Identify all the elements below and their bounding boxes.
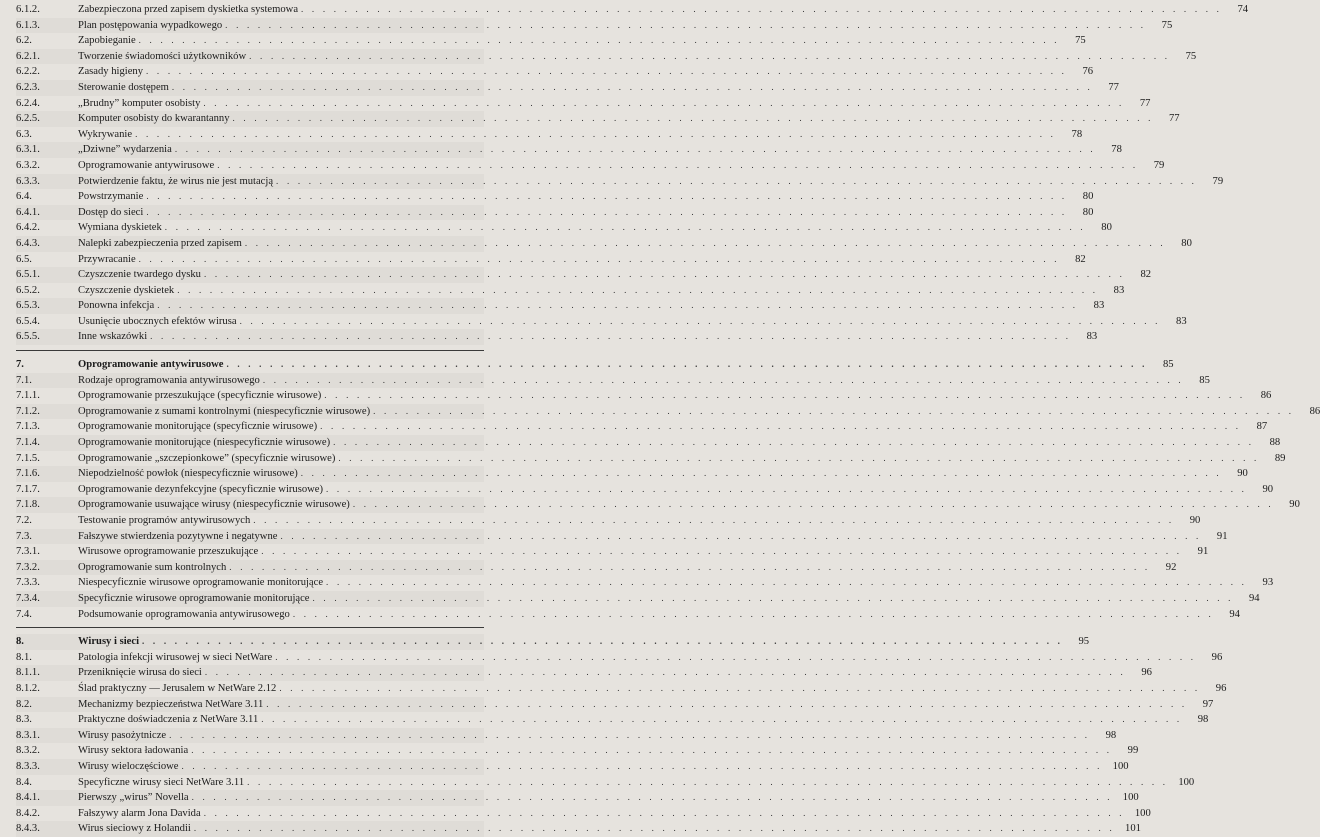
toc-entry-title: Czyszczenie twardego dysku [78,269,201,281]
toc-entry-number: 8.2. [16,698,32,710]
toc-entry-title: Zabezpieczona przed zapisem dyskietka systemowa [78,4,299,15]
toc-entry-title: Potwierdzenie faktu, że wirus nie jest mutacją [78,175,274,187]
toc-entry-title: Oprogramowanie sum kontrolnych [78,561,227,573]
dot-leader: . . . . . . . . . . . . . . . . . . . . . . . . . . . . . . . . . . . . . . . . . . . . . . . . . . . . . . . . . . . . . . . . . . . . . . . . . . . . . . . . . . . . . [261,546,1183,557]
toc-entry-page: 94 [1229,608,1240,620]
dot-leader: . . . . . . . . . . . . . . . . . . . . . . . . . . . . . . . . . . . . . . . . . . . . . . . . . . . . . . . . . . . . . . . . . . . . . . . . . . . . . . . . . . . . . [169,729,1091,740]
toc-entry-page: 98 [1197,714,1209,726]
toc-entry-number: 7.1.6. [16,468,40,480]
toc-entry-title: Wirusy pasożytnicze [78,729,167,741]
dot-leader: . . . . . . . . . . . . . . . . . . . . . . . . . . . . . . . . . . . . . . . . . . . . . . . . . . . . . . . . . . . . . . . . . . . . . . . . . . . . . . . . . . . . . [229,561,1151,572]
dot-leader: . . . . . . . . . . . . . . . . . . . . . . . . . . . . . . . . . . . . . . . . . . . . . . . . . . . . . . . . . . . . . . . . . . . . . . . . . . . . . . . . . . . . . [239,315,1161,326]
toc-entry-number: 8.4. [16,776,32,788]
toc-entry-row [16,806,1151,822]
toc-entry-title: Podsumowanie oprogramowania antywirusowego [78,608,290,620]
toc-entry-page: 92 [1165,561,1177,573]
dot-leader: . . . . . . . . . . . . . . . . . . . . . . . . . . . . . . . . . . . . . . . . . . . . . . . . . . . . . . . . . . . . . . . . . . . . . . . . . . . . . . . . . . . . . [181,760,1103,771]
toc-entry-row [16,33,1086,49]
chapter-divider [16,350,484,351]
toc-entry-row [16,205,1094,221]
chapter-divider [16,627,484,628]
toc-chapter-row [16,634,1090,650]
toc-entry-number: 6.3.2. [16,159,40,171]
toc-entry-number: 6.5.3. [16,300,40,312]
toc-entry-page: 75 [1185,50,1197,62]
toc-entry-page: 85 [1162,359,1174,371]
toc-entry-number: 6.5.1. [16,269,40,281]
dot-leader: . . . . . . . . . . . . . . . . . . . . . . . . . . . . . . . . . . . . . . . . . . . . . . . . . . . . . . . . . . . . . . . . . . . . . . . . . . . . . . . . . . . . . [276,175,1198,186]
toc-entry-page: 100 [1112,760,1129,772]
dot-leader: . . . . . . . . . . . . . . . . . . . . . . . . . . . . . . . . . . . . . . . . . . . . . . . . . . . . . . . . . . . . . . . . . . . . . . . . . . . . . . . . . . . . . [301,4,1223,14]
toc-entry-title: Wirus sieciowy z Holandii [78,823,191,835]
toc-entry-page: 100 [1178,776,1195,788]
dot-leader: . . . . . . . . . . . . . . . . . . . . . . . . . . . . . . . . . . . . . . . . . . . . . . . . . . . . . . . . . . . . . . . . . . . . . . . . . . . . . . . . . . . . . [262,374,1184,385]
toc-entry-row [16,158,1165,174]
dot-leader: . . . . . . . . . . . . . . . . . . . . . . . . . . . . . . . . . . . . . . . . . . . . . . . . . . . . . . . . . . . . . . . . . . . . . . . . . . . . . . . . . . . . . [279,682,1201,693]
toc-entry-row [16,743,1139,759]
dot-leader: . . . . . . . . . . . . . . . . . . . . . . . . . . . . . . . . . . . . . . . . . . . . . . . . . . . . . . . . . . . . . . . . . . . . . . . . . . . . . . . . . . . . . [217,159,1139,170]
toc-entry-page: 99 [1127,745,1139,757]
toc-entry-number: 8.1. [16,651,32,663]
toc-entry-page: 83 [1086,331,1098,343]
toc-entry-row [16,544,1209,560]
toc-entry-number: 6.2.3. [16,81,40,93]
table-of-contents [16,2,1320,837]
dot-leader: . . . . . . . . . . . . . . . . . . . . . . . . . . . . . . . . . . . . . . . . . . . . . . . . . . . . . . . . . . . . . . . . . . . . . . . . . . . . . . . . . . . . . [247,776,1169,787]
toc-entry-title: Oprogramowanie monitorujące (niespecyficznie wirusowe) [78,437,331,449]
toc-entry-row [16,236,1192,252]
toc-entry-number: 6.2.2. [16,66,40,78]
toc-entry-title: „Dziwne” wydarzenia [78,144,172,156]
toc-entry-title: Powstrzymanie [78,191,144,203]
toc-entry-row [16,174,1224,190]
toc-entry-number: 6.1.2. [16,4,40,15]
toc-entry-row [16,142,1122,158]
toc-entry-title: Ponowna infekcja [78,300,155,312]
toc-entry-row [16,513,1201,529]
dot-leader: . . . . . . . . . . . . . . . . . . . . . . . . . . . . . . . . . . . . . . . . . . . . . . . . . . . . . . . . . . . . . . . . . . . . . . . . . . . . . . . . . . . . . [146,206,1068,217]
toc-entry-row [16,435,1281,451]
toc-entry-title: Oprogramowanie „szczepionkowe” (specyficznie wirusowe) [78,452,336,464]
toc-entry-row [16,665,1152,681]
toc-entry-number: 8.3.2. [16,745,40,757]
toc-entry-page: 82 [1075,253,1086,265]
toc-entry-page: 96 [1215,682,1227,694]
toc-entry-title: Oprogramowanie antywirusowe [78,359,224,371]
dot-leader: . . . . . . . . . . . . . . . . . . . . . . . . . . . . . . . . . . . . . . . . . . . . . . . . . . . . . . . . . . . . . . . . . . . . . . . . . . . . . . . . . . . . . [203,807,1125,818]
toc-entry-title: Testowanie programów antywirusowych [78,515,251,526]
toc-entry-page: 91 [1197,546,1209,558]
toc-entry-page: 85 [1199,374,1210,386]
toc-entry-title: Usunięcie ubocznych efektów wirusa [78,315,237,327]
toc-entry-title: Oprogramowanie monitorujące (specyficznie wirusowe) [78,421,318,433]
toc-entry-page: 95 [1078,636,1090,648]
toc-entry-title: Przywracanie [78,253,136,265]
dot-leader: . . . . . . . . . . . . . . . . . . . . . . . . . . . . . . . . . . . . . . . . . . . . . . . . . . . . . . . . . . . . . . . . . . . . . . . . . . . . . . . . . . . . . [171,81,1093,92]
toc-entry-page: 80 [1082,191,1094,203]
toc-entry-number: 6.5.5. [16,331,40,343]
toc-entry-page: 77 [1108,81,1119,93]
toc-entry-title: Mechanizmy bezpieczeństwa NetWare 3.11 [78,698,264,710]
toc-entry-row [16,466,1248,482]
dot-leader: . . . . . . . . . . . . . . . . . . . . . . . . . . . . . . . . . . . . . . . . . . . . . . . . . . . . . . . . . . . . . . . . . . . . . . . . . . . . . . . . . . . . . [232,113,1154,124]
toc-entry-title: Oprogramowanie z sumami kontrolnymi (niespecyficznie wirusowe) [78,405,371,417]
toc-entry-page: 96 [1141,667,1152,679]
toc-entry-row [16,127,1083,143]
toc-entry-page: 83 [1093,300,1105,312]
toc-entry-title: Patologia infekcji wirusowej w sieci NetWare [78,651,273,663]
toc-entry-title: Praktyczne doświadczenia z NetWare 3.11 [78,714,259,726]
toc-entry-title: Specyficznie wirusowe oprogramowanie monitorujące [78,592,310,604]
toc-entry-number: 8.4.2. [16,807,40,819]
toc-entry-title: Dostęp do sieci [78,206,144,218]
toc-entry-number: 7.1. [16,374,32,386]
toc-entry-page: 93 [1262,577,1274,589]
toc-entry-row [16,607,1240,623]
toc-entry-row [16,759,1129,775]
dot-leader: . . . . . . . . . . . . . . . . . . . . . . . . . . . . . . . . . . . . . . . . . . . . . . . . . . . . . . . . . . . . . . . . . . . . . . . . . . . . . . . . . . . . . [280,530,1202,541]
dot-leader: . . . . . . . . . . . . . . . . . . . . . . . . . . . . . . . . . . . . . . . . . . . . . . . . . . . . . . . . . . . . . . . . . . . . . . . . . . . . . . . . . . . . . [174,144,1096,155]
toc-entry-title: Inne wskazówki [78,331,148,343]
toc-entry-title: Zapobieganie [78,35,136,47]
dot-leader: . . . . . . . . . . . . . . . . . . . . . . . . . . . . . . . . . . . . . . . . . . . . . . . . . . . . . . . . . . . . . . . . . . . . . . . . . . . . . . . . . . . . . [326,483,1248,494]
dot-leader: . . . . . . . . . . . . . . . . . . . . . . . . . . . . . . . . . . . . . . . . . . . . . . . . . . . . . . . . . . . . . . . . . . . . . . . . . . . . . . . . . . . . . [177,284,1099,295]
toc-entry-page: 90 [1289,499,1300,511]
toc-entry-row [16,775,1195,791]
toc-entry-number: 8. [16,636,24,648]
dot-leader: . . . . . . . . . . . . . . . . . . . . . . . . . . . . . . . . . . . . . . . . . . . . . . . . . . . . . . . . . . . . . . . . . . . . . . . . . . . . . . . . . . . . . [226,359,1148,370]
dot-leader: . . . . . . . . . . . . . . . . . . . . . . . . . . . . . . . . . . . . . . . . . . . . . . . . . . . . . . . . . . . . . . . . . . . . . . . . . . . . . . . . . . . . . [352,499,1274,510]
toc-entry-row [16,64,1094,80]
dot-leader: . . . . . . . . . . . . . . . . . . . . . . . . . . . . . . . . . . . . . . . . . . . . . . . . . . . . . . . . . . . . . . . . . . . . . . . . . . . . . . . . . . . . . [157,300,1079,311]
dot-leader: . . . . . . . . . . . . . . . . . . . . . . . . . . . . . . . . . . . . . . . . . . . . . . . . . . . . . . . . . . . . . . . . . . . . . . . . . . . . . . . . . . . . . [164,222,1086,233]
toc-entry-number: 7.3.1. [16,546,40,558]
toc-entry-title: Plan postępowania wypadkowego [78,19,223,31]
toc-entry-number: 8.1.1. [16,667,40,679]
dot-leader: . . . . . . . . . . . . . . . . . . . . . . . . . . . . . . . . . . . . . . . . . . . . . . . . . . . . . . . . . . . . . . . . . . . . . . . . . . . . . . . . . . . . . [142,636,1064,647]
toc-entry-page: 98 [1105,729,1117,741]
dot-leader: . . . . . . . . . . . . . . . . . . . . . . . . . . . . . . . . . . . . . . . . . . . . . . . . . . . . . . . . . . . . . . . . . . . . . . . . . . . . . . . . . . . . . [203,269,1126,280]
toc-entry-number: 6.2.4. [16,97,40,109]
dot-leader: . . . . . . . . . . . . . . . . . . . . . . . . . . . . . . . . . . . . . . . . . . . . . . . . . . . . . . . . . . . . . . . . . . . . . . . . . . . . . . . . . . . . . [373,405,1295,416]
toc-entry-row [16,18,1173,34]
toc-entry-row [16,298,1105,314]
toc-entry-title: Sterowanie dostępem [78,81,169,93]
dot-leader: . . . . . . . . . . . . . . . . . . . . . . . . . . . . . . . . . . . . . . . . . . . . . . . . . . . . . . . . . . . . . . . . . . . . . . . . . . . . . . . . . . . . . [138,253,1060,264]
toc-entry-number: 6.4.1. [16,206,40,218]
dot-leader: . . . . . . . . . . . . . . . . . . . . . . . . . . . . . . . . . . . . . . . . . . . . . . . . . . . . . . . . . . . . . . . . . . . . . . . . . . . . . . . . . . . . . [261,714,1183,725]
toc-entry-page: 80 [1181,237,1192,249]
toc-entry-title: Oprogramowanie antywirusowe [78,159,215,171]
dot-leader: . . . . . . . . . . . . . . . . . . . . . . . . . . . . . . . . . . . . . . . . . . . . . . . . . . . . . . . . . . . . . . . . . . . . . . . . . . . . . . . . . . . . . [225,19,1147,30]
toc-entry-row [16,404,1320,420]
toc-entry-page: 90 [1237,468,1248,480]
toc-entry-row [16,712,1209,728]
dot-leader: . . . . . . . . . . . . . . . . . . . . . . . . . . . . . . . . . . . . . . . . . . . . . . . . . . . . . . . . . . . . . . . . . . . . . . . . . . . . . . . . . . . . . [324,390,1246,401]
toc-entry-row [16,2,1249,18]
toc-entry-page: 91 [1216,530,1228,542]
toc-entry-row [16,80,1119,96]
toc-entry-page: 82 [1140,269,1152,281]
toc-entry-page: 80 [1082,206,1094,218]
toc-entry-page: 76 [1082,66,1094,78]
toc-entry-number: 6.4.2. [16,222,40,234]
toc-entry-page: 75 [1161,19,1173,31]
toc-entry-number: 8.3.3. [16,760,40,772]
toc-entry-number: 8.4.1. [16,792,40,804]
toc-entry-page: 79 [1212,175,1224,187]
dot-leader: . . . . . . . . . . . . . . . . . . . . . . . . . . . . . . . . . . . . . . . . . . . . . . . . . . . . . . . . . . . . . . . . . . . . . . . . . . . . . . . . . . . . . [333,437,1255,448]
toc-entry-page: 90 [1262,483,1274,495]
dot-leader: . . . . . . . . . . . . . . . . . . . . . . . . . . . . . . . . . . . . . . . . . . . . . . . . . . . . . . . . . . . . . . . . . . . . . . . . . . . . . . . . . . . . . [203,97,1125,108]
toc-entry-number: 7.4. [16,608,32,620]
toc-entry-number: 7.1.5. [16,452,40,464]
dot-leader: . . . . . . . . . . . . . . . . . . . . . . . . . . . . . . . . . . . . . . . . . . . . . . . . . . . . . . . . . . . . . . . . . . . . . . . . . . . . . . . . . . . . . [253,515,1175,525]
toc-entry-row [16,697,1214,713]
toc-entry-number: 6.2. [16,35,32,47]
dot-leader: . . . . . . . . . . . . . . . . . . . . . . . . . . . . . . . . . . . . . . . . . . . . . . . . . . . . . . . . . . . . . . . . . . . . . . . . . . . . . . . . . . . . . [150,331,1072,342]
toc-entry-title: Fałszywy alarm Jona Davida [78,807,201,819]
toc-entry-number: 6.4. [16,191,32,203]
dot-leader: . . . . . . . . . . . . . . . . . . . . . . . . . . . . . . . . . . . . . . . . . . . . . . . . . . . . . . . . . . . . . . . . . . . . . . . . . . . . . . . . . . . . . [320,421,1242,432]
toc-entry-title: Oprogramowanie usuwające wirusy (niespecyficznie wirusowe) [78,499,350,511]
toc-entry-title: Tworzenie świadomości użytkowników [78,50,247,62]
dot-leader: . . . . . . . . . . . . . . . . . . . . . . . . . . . . . . . . . . . . . . . . . . . . . . . . . . . . . . . . . . . . . . . . . . . . . . . . . . . . . . . . . . . . . [146,66,1068,77]
toc-entry-title: Wirusowe oprogramowanie przeszukujące [78,546,259,558]
toc-entry-number: 7.1.1. [16,390,40,402]
toc-entry-page: 75 [1075,35,1086,47]
toc-entry-number: 7.1.3. [16,421,40,433]
toc-entry-number: 7.1.4. [16,437,40,449]
toc-entry-number: 7.2. [16,515,32,526]
toc-entry-number: 7.1.2. [16,405,40,417]
toc-entry-page: 88 [1269,437,1281,449]
toc-entry-page: 86 [1309,405,1320,417]
toc-entry-page: 89 [1274,452,1286,464]
toc-entry-row [16,821,1141,837]
dot-leader: . . . . . . . . . . . . . . . . . . . . . . . . . . . . . . . . . . . . . . . . . . . . . . . . . . . . . . . . . . . . . . . . . . . . . . . . . . . . . . . . . . . . . [244,237,1166,248]
dot-leader: . . . . . . . . . . . . . . . . . . . . . . . . . . . . . . . . . . . . . . . . . . . . . . . . . . . . . . . . . . . . . . . . . . . . . . . . . . . . . . . . . . . . . [204,667,1126,678]
toc-entry-page: 79 [1153,159,1165,171]
toc-entry-row [16,111,1180,127]
toc-entry-number: 8.3.1. [16,729,40,741]
toc-entry-number: 6.1.3. [16,19,40,31]
toc-entry-row [16,419,1268,435]
toc-entry-title: Czyszczenie dyskietek [78,284,175,296]
toc-entry-title: Pierwszy „wirus” Novella [78,792,189,804]
toc-entry-row [16,373,1210,389]
toc-entry-number: 7.3.2. [16,561,40,573]
toc-entry-row [16,681,1227,697]
toc-entry-row [16,96,1151,112]
dot-leader: . . . . . . . . . . . . . . . . . . . . . . . . . . . . . . . . . . . . . . . . . . . . . . . . . . . . . . . . . . . . . . . . . . . . . . . . . . . . . . . . . . . . . [266,698,1188,709]
toc-entry-page: 78 [1111,144,1122,156]
toc-entry-page: 94 [1248,592,1260,604]
toc-entry-row [16,189,1094,205]
toc-entry-title: Specyficzne wirusy sieci NetWare 3.11 [78,776,245,788]
toc-entry-page: 96 [1211,651,1223,663]
dot-leader: . . . . . . . . . . . . . . . . . . . . . . . . . . . . . . . . . . . . . . . . . . . . . . . . . . . . . . . . . . . . . . . . . . . . . . . . . . . . . . . . . . . . . [191,745,1113,756]
dot-leader: . . . . . . . . . . . . . . . . . . . . . . . . . . . . . . . . . . . . . . . . . . . . . . . . . . . . . . . . . . . . . . . . . . . . . . . . . . . . . . . . . . . . . [193,823,1115,834]
dot-leader: . . . . . . . . . . . . . . . . . . . . . . . . . . . . . . . . . . . . . . . . . . . . . . . . . . . . . . . . . . . . . . . . . . . . . . . . . . . . . . . . . . . . . [191,792,1113,803]
toc-entry-number: 7.3.3. [16,577,40,589]
dot-leader: . . . . . . . . . . . . . . . . . . . . . . . . . . . . . . . . . . . . . . . . . . . . . . . . . . . . . . . . . . . . . . . . . . . . . . . . . . . . . . . . . . . . . [292,608,1214,619]
toc-entry-page: 78 [1071,128,1083,140]
toc-entry-title: Komputer osobisty do kwarantanny [78,113,230,125]
toc-chapter-row [16,357,1174,373]
toc-entry-number: 6.3. [16,128,32,140]
toc-entry-title: Niepodzielność powłok (niespecyficznie wirusowe) [78,468,298,480]
dot-leader: . . . . . . . . . . . . . . . . . . . . . . . . . . . . . . . . . . . . . . . . . . . . . . . . . . . . . . . . . . . . . . . . . . . . . . . . . . . . . . . . . . . . . [275,651,1197,662]
toc-entry-page: 74 [1237,4,1249,15]
toc-entry-title: Wykrywanie [78,128,133,140]
toc-entry-row [16,283,1125,299]
toc-entry-number: 6.2.1. [16,50,40,62]
toc-entry-page: 97 [1202,698,1214,710]
toc-entry-title: Oprogramowanie przeszukujące (specyficznie wirusowe) [78,390,322,402]
dot-leader: . . . . . . . . . . . . . . . . . . . . . . . . . . . . . . . . . . . . . . . . . . . . . . . . . . . . . . . . . . . . . . . . . . . . . . . . . . . . . . . . . . . . . [326,577,1248,588]
toc-entry-page: 77 [1139,97,1151,109]
dot-leader: . . . . . . . . . . . . . . . . . . . . . . . . . . . . . . . . . . . . . . . . . . . . . . . . . . . . . . . . . . . . . . . . . . . . . . . . . . . . . . . . . . . . . [138,35,1060,46]
toc-entry-row [16,314,1187,330]
toc-entry-title: Wirusy i sieci [78,636,140,648]
toc-entry-page: 83 [1176,315,1187,327]
toc-entry-number: 6.5.2. [16,284,40,296]
toc-entry-row [16,49,1197,65]
toc-entry-page: 83 [1113,284,1125,296]
toc-entry-number: 8.1.2. [16,682,40,694]
toc-entry-page: 100 [1122,792,1139,804]
toc-entry-number: 6.5. [16,253,32,265]
toc-entry-title: Oprogramowanie dezynfekcyjne (specyficznie wirusowe) [78,483,324,495]
toc-entry-title: Nalepki zabezpieczenia przed zapisem [78,237,242,249]
toc-entry-number: 6.2.5. [16,113,40,125]
toc-entry-row [16,482,1274,498]
toc-entry-number: 7.3.4. [16,592,40,604]
toc-entry-row [16,220,1112,236]
toc-entry-page: 101 [1125,823,1141,835]
toc-entry-title: Niespecyficznie wirusowe oprogramowanie monitorujące [78,577,324,589]
toc-entry-title: Ślad praktyczny — Jerusalem w NetWare 2.12 [78,682,277,694]
toc-entry-row [16,650,1223,666]
toc-entry-row [16,790,1139,806]
dot-leader: . . . . . . . . . . . . . . . . . . . . . . . . . . . . . . . . . . . . . . . . . . . . . . . . . . . . . . . . . . . . . . . . . . . . . . . . . . . . . . . . . . . . . [338,452,1260,463]
toc-entry-row [16,329,1098,345]
toc-entry-title: Zasady higieny [78,66,144,78]
dot-leader: . . . . . . . . . . . . . . . . . . . . . . . . . . . . . . . . . . . . . . . . . . . . . . . . . . . . . . . . . . . . . . . . . . . . . . . . . . . . . . . . . . . . . [146,191,1068,202]
toc-entry-page: 80 [1101,222,1112,234]
toc-entry-title: Fałszywe stwierdzenia pozytywne i negatywne [78,530,278,542]
toc-entry-number: 6.4.3. [16,237,40,249]
toc-entry-title: Przeniknięcie wirusa do sieci [78,667,202,679]
toc-entry-number: 8.3. [16,714,32,726]
toc-entry-number: 7. [16,359,24,371]
toc-entry-number: 7.1.8. [16,499,40,511]
toc-entry-row [16,388,1272,404]
toc-entry-row [16,560,1177,576]
toc-entry-row [16,267,1152,283]
toc-entry-page: 100 [1134,807,1151,819]
toc-entry-row [16,575,1274,591]
toc-entry-row [16,497,1300,513]
toc-entry-page: 87 [1256,421,1268,433]
toc-entry-number: 6.5.4. [16,315,40,327]
dot-leader: . . . . . . . . . . . . . . . . . . . . . . . . . . . . . . . . . . . . . . . . . . . . . . . . . . . . . . . . . . . . . . . . . . . . . . . . . . . . . . . . . . . . . [249,50,1171,61]
toc-entry-page: 86 [1260,390,1272,402]
toc-entry-number: 7.1.7. [16,483,40,495]
toc-entry-page: 90 [1189,515,1201,526]
toc-entry-row [16,591,1260,607]
toc-entry-number: 6.3.3. [16,175,40,187]
toc-entry-number: 6.3.1. [16,144,40,156]
toc-entry-number: 8.4.3. [16,823,40,835]
dot-leader: . . . . . . . . . . . . . . . . . . . . . . . . . . . . . . . . . . . . . . . . . . . . . . . . . . . . . . . . . . . . . . . . . . . . . . . . . . . . . . . . . . . . . [312,592,1234,603]
toc-entry-row [16,252,1086,268]
toc-entry-page: 77 [1169,113,1180,125]
dot-leader: . . . . . . . . . . . . . . . . . . . . . . . . . . . . . . . . . . . . . . . . . . . . . . . . . . . . . . . . . . . . . . . . . . . . . . . . . . . . . . . . . . . . . [135,128,1057,139]
toc-entry-row [16,451,1286,467]
toc-entry-row [16,529,1228,545]
dot-leader: . . . . . . . . . . . . . . . . . . . . . . . . . . . . . . . . . . . . . . . . . . . . . . . . . . . . . . . . . . . . . . . . . . . . . . . . . . . . . . . . . . . . . [300,468,1222,479]
toc-entry-title: Rodzaje oprogramowania antywirusowego [78,374,260,386]
toc-entry-title: Wirusy sektora ładowania [78,745,189,757]
toc-entry-number: 7.3. [16,530,32,542]
toc-entry-title: Wymiana dyskietek [78,222,162,234]
toc-entry-title: „Brudny” komputer osobisty [78,97,201,109]
toc-entry-row [16,728,1117,744]
toc-entry-title: Wirusy wieloczęściowe [78,760,179,772]
